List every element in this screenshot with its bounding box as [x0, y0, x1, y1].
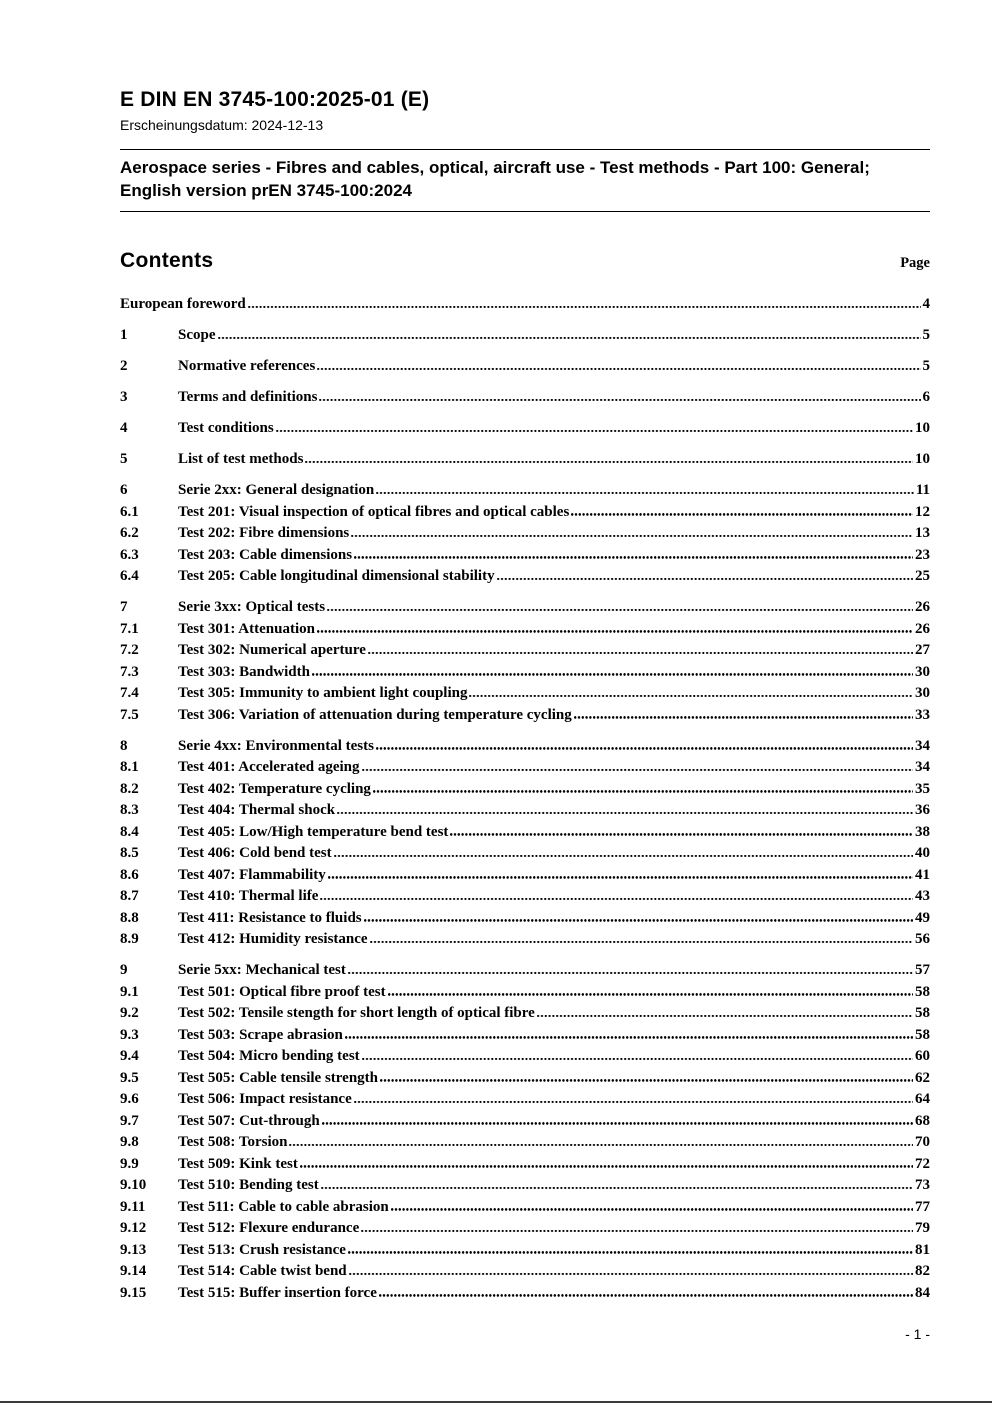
- toc-entry-page: 64: [915, 1091, 930, 1108]
- toc-group: [120, 418, 930, 440]
- toc-dot-leader: [364, 919, 913, 922]
- toc-entry-title: European foreword: [120, 296, 246, 313]
- toc-row: [120, 418, 930, 440]
- page-column-label: Page: [900, 255, 930, 272]
- toc-entry-number: 9: [120, 962, 128, 979]
- toc-entry-number: 9.5: [120, 1069, 139, 1086]
- toc-entry-number: 6.3: [120, 546, 139, 563]
- toc-row: [120, 545, 930, 567]
- toc-entry-number: 8.9: [120, 931, 139, 948]
- toc-dot-leader: [361, 1230, 913, 1233]
- toc-entry-page: 70: [915, 1134, 930, 1151]
- toc-entry-page: 40: [915, 845, 930, 862]
- toc-entry-number: 7.3: [120, 663, 139, 680]
- toc-entry-number: 8.6: [120, 866, 139, 883]
- toc-entry-page: 72: [915, 1155, 930, 1172]
- toc-row: [120, 822, 930, 844]
- toc-entry-page: 79: [915, 1220, 930, 1237]
- toc-row: [120, 1111, 930, 1133]
- toc-entry-number: 8.7: [120, 888, 139, 905]
- page-content: [120, 88, 930, 1304]
- toc-dot-leader: [574, 716, 913, 719]
- toc-entry-page: 41: [915, 866, 930, 883]
- toc-row: [120, 619, 930, 641]
- toc-entry-number: 9.6: [120, 1091, 139, 1108]
- toc-entry-title: Test 203: Cable dimensions: [178, 546, 353, 563]
- toc-row: [120, 597, 930, 619]
- toc-entry-title: Test 412: Humidity resistance: [178, 931, 368, 948]
- toc-entry-title: Test 501: Optical fibre proof test: [178, 983, 386, 1000]
- toc-entry-page: 33: [915, 706, 930, 723]
- toc-dot-leader: [348, 1251, 913, 1254]
- toc-entry-page: 36: [915, 802, 930, 819]
- toc-entry-title: Serie 2xx: General designation: [178, 482, 375, 499]
- toc-group: [120, 294, 930, 316]
- toc-entry-page: 13: [915, 525, 930, 542]
- toc-dot-leader: [354, 556, 913, 559]
- toc-entry-title: Test 508: Torsion: [178, 1134, 288, 1151]
- toc-row: [120, 523, 930, 545]
- toc-entry-page: 49: [915, 909, 930, 926]
- toc-row: [120, 449, 930, 471]
- toc-entry-title: Scope: [178, 327, 216, 344]
- toc-row: [120, 1003, 930, 1025]
- toc-entry-page: 25: [915, 568, 930, 585]
- contents-header: [120, 249, 930, 273]
- toc-entry-number: 3: [120, 389, 128, 406]
- toc-entry-title: Test 503: Scrape abrasion: [178, 1026, 343, 1043]
- toc-dot-leader: [328, 876, 913, 879]
- toc-entry-title: Test 202: Fibre dimensions: [178, 525, 350, 542]
- toc-entry-page: 5: [922, 358, 930, 375]
- toc-row: [120, 982, 930, 1004]
- toc-entry-page: 34: [915, 759, 930, 776]
- toc-entry-number: 9.15: [120, 1284, 147, 1301]
- toc-dot-leader: [321, 1187, 913, 1190]
- toc-row: [120, 886, 930, 908]
- toc-dot-leader: [351, 535, 913, 538]
- toc-dot-leader: [388, 993, 913, 996]
- toc-dot-leader: [370, 941, 913, 944]
- toc-entry-page: 84: [915, 1284, 930, 1301]
- toc-entry-title: Test 515: Buffer insertion force: [178, 1284, 377, 1301]
- toc-entry-page: 38: [915, 823, 930, 840]
- toc-dot-leader: [334, 855, 913, 858]
- toc-entry-title: Test 504: Micro bending test: [178, 1048, 360, 1065]
- toc-entry-number: 8.8: [120, 909, 139, 926]
- toc-dot-leader: [337, 812, 913, 815]
- toc-entry-number: 8.1: [120, 759, 139, 776]
- toc-entry-number: 9.7: [120, 1112, 139, 1129]
- toc-entry-title: Test 306: Variation of attenuation during temperature cycling: [178, 706, 572, 723]
- toc-entry-page: 60: [915, 1048, 930, 1065]
- toc-entry-page: 35: [915, 780, 930, 797]
- toc-dot-leader: [373, 790, 913, 793]
- toc-row: [120, 865, 930, 887]
- toc-entry-page: 5: [922, 327, 930, 344]
- toc-entry-title: Test 511: Cable to cable abrasion: [178, 1198, 389, 1215]
- toc-dot-leader: [348, 972, 913, 975]
- toc-entry-number: 9.11: [120, 1198, 146, 1215]
- toc-row: [120, 1175, 930, 1197]
- toc-entry-number: 8: [120, 737, 128, 754]
- page-footer-number: - 1 -: [905, 1326, 930, 1342]
- toc-entry-page: 6: [922, 389, 930, 406]
- toc-dot-leader: [376, 747, 913, 750]
- toc-group: [120, 480, 930, 588]
- toc-dot-leader: [289, 1144, 913, 1147]
- toc-dot-leader: [469, 695, 913, 698]
- toc-dot-leader: [379, 1294, 913, 1297]
- toc-entry-page: 62: [915, 1069, 930, 1086]
- toc-row: [120, 1261, 930, 1283]
- toc-entry-number: 4: [120, 420, 128, 437]
- toc-entry-title: Test 514: Cable twist bend: [178, 1263, 347, 1280]
- toc-dot-leader: [320, 898, 913, 901]
- toc-entry-title: Serie 5xx: Mechanical test: [178, 962, 346, 979]
- toc-entry-page: 43: [915, 888, 930, 905]
- toc-entry-title: Test 502: Tensile stength for short length of optical fibre: [178, 1005, 535, 1022]
- toc-entry-number: 8.3: [120, 802, 139, 819]
- toc-entry-title: Test 406: Cold bend test: [178, 845, 332, 862]
- toc-entry-page: 10: [915, 420, 930, 437]
- toc-entry-number: 9.1: [120, 983, 139, 1000]
- toc-row: [120, 757, 930, 779]
- toc-group: [120, 597, 930, 726]
- toc-entry-number: 9.13: [120, 1241, 147, 1258]
- toc-row: [120, 566, 930, 588]
- contents-heading: Contents: [120, 249, 214, 273]
- toc-dot-leader: [362, 769, 914, 772]
- toc-entry-page: 57: [915, 962, 930, 979]
- toc-row: [120, 325, 930, 347]
- toc-dot-leader: [319, 399, 920, 402]
- toc-entry-title: Test 404: Thermal shock: [178, 802, 336, 819]
- toc-entry-title: Test 513: Crush resistance: [178, 1241, 346, 1258]
- toc-entry-number: 7.4: [120, 685, 139, 702]
- toc-entry-number: 9.4: [120, 1048, 139, 1065]
- toc-entry-title: Test 505: Cable tensile strength: [178, 1069, 378, 1086]
- toc-entry-title: Test 401: Accelerated ageing: [178, 759, 360, 776]
- toc-group: [120, 449, 930, 471]
- toc-dot-leader: [327, 609, 913, 612]
- toc-row: [120, 779, 930, 801]
- toc-entry-page: 81: [915, 1241, 930, 1258]
- toc-row: [120, 1154, 930, 1176]
- toc-entry-page: 12: [915, 503, 930, 520]
- toc-dot-leader: [218, 337, 921, 340]
- toc-entry-page: 56: [915, 931, 930, 948]
- toc-entry-page: 68: [915, 1112, 930, 1129]
- toc-entry-number: 1: [120, 327, 128, 344]
- doc-number: E DIN EN 3745-100:2025-01 (E): [120, 88, 430, 111]
- toc-dot-leader: [345, 1036, 913, 1039]
- toc-entry-number: 9.12: [120, 1220, 147, 1237]
- toc-group: [120, 736, 930, 951]
- toc-row: [120, 683, 930, 705]
- toc-entry-number: 6.1: [120, 503, 139, 520]
- toc-dot-leader: [391, 1208, 913, 1211]
- toc-dot-leader: [248, 306, 921, 309]
- toc-entry-page: 11: [915, 482, 930, 499]
- toc-entry-title: Test 305: Immunity to ambient light coupling: [178, 685, 468, 702]
- toc-dot-leader: [497, 578, 913, 581]
- toc-entry-title: Test 303: Bandwidth: [178, 663, 310, 680]
- toc-dot-leader: [376, 492, 914, 495]
- toc-entry-number: 9.8: [120, 1134, 139, 1151]
- toc-entry-title: Test 205: Cable longitudinal dimensional stability: [178, 568, 495, 585]
- toc-entry-number: 7.2: [120, 642, 139, 659]
- toc-entry-title: Test conditions: [178, 420, 274, 437]
- toc-dot-leader: [276, 430, 913, 433]
- toc-dot-leader: [354, 1101, 913, 1104]
- toc-entry-number: 8.5: [120, 845, 139, 862]
- toc-row: [120, 387, 930, 409]
- toc-row: [120, 736, 930, 758]
- toc-entry-page: 77: [915, 1198, 930, 1215]
- toc-dot-leader: [349, 1273, 913, 1276]
- toc-entry-title: Test 411: Resistance to fluids: [178, 909, 362, 926]
- toc-entry-title: Test 507: Cut-through: [178, 1112, 320, 1129]
- toc-entry-page: 34: [915, 737, 930, 754]
- toc-entry-number: 8.4: [120, 823, 139, 840]
- toc-entry-title: Serie 4xx: Environmental tests: [178, 737, 374, 754]
- toc-row: [120, 1283, 930, 1305]
- toc: [120, 294, 930, 1304]
- toc-entry-number: 7: [120, 599, 128, 616]
- toc-entry-title: Test 201: Visual inspection of optical fibres and optical cables: [178, 503, 570, 520]
- toc-row: [120, 1068, 930, 1090]
- toc-group: [120, 960, 930, 1304]
- toc-entry-page: 4: [922, 296, 930, 313]
- toc-dot-leader: [300, 1165, 913, 1168]
- toc-row: [120, 1218, 930, 1240]
- toc-entry-page: 30: [915, 685, 930, 702]
- toc-dot-leader: [317, 368, 920, 371]
- toc-dot-leader: [305, 461, 913, 464]
- toc-entry-number: 7.1: [120, 620, 139, 637]
- toc-dot-leader: [362, 1058, 913, 1061]
- toc-row: [120, 1132, 930, 1154]
- toc-row: [120, 294, 930, 316]
- toc-group: [120, 387, 930, 409]
- toc-entry-number: 9.10: [120, 1177, 147, 1194]
- toc-entry-number: 9.14: [120, 1263, 147, 1280]
- toc-row: [120, 480, 930, 502]
- toc-entry-title: List of test methods: [178, 451, 304, 468]
- toc-row: [120, 960, 930, 982]
- toc-entry-page: 10: [915, 451, 930, 468]
- toc-entry-title: Test 405: Low/High temperature bend test: [178, 823, 449, 840]
- toc-entry-page: 73: [915, 1177, 930, 1194]
- toc-entry-number: 8.2: [120, 780, 139, 797]
- toc-entry-page: 58: [915, 983, 930, 1000]
- toc-row: [120, 705, 930, 727]
- toc-entry-title: Terms and definitions: [178, 389, 318, 406]
- toc-entry-number: 6.2: [120, 525, 139, 542]
- toc-entry-title: Test 301: Attenuation: [178, 620, 315, 637]
- toc-entry-page: 58: [915, 1005, 930, 1022]
- toc-row: [120, 800, 930, 822]
- toc-entry-page: 58: [915, 1026, 930, 1043]
- toc-entry-page: 23: [915, 546, 930, 563]
- document-title: Aerospace series - Fibres and cables, optical, aircraft use - Test methods - Part 100: General; English version prEN 3745-100:2024: [120, 149, 930, 212]
- toc-dot-leader: [571, 513, 913, 516]
- toc-row: [120, 1025, 930, 1047]
- toc-entry-title: Test 510: Bending test: [178, 1177, 319, 1194]
- toc-entry-number: 5: [120, 451, 128, 468]
- toc-entry-title: Normative references: [178, 358, 316, 375]
- toc-group: [120, 356, 930, 378]
- toc-entry-title: Test 407: Flammability: [178, 866, 326, 883]
- toc-entry-page: 27: [915, 642, 930, 659]
- toc-row: [120, 929, 930, 951]
- toc-dot-leader: [450, 833, 913, 836]
- toc-group: [120, 325, 930, 347]
- toc-row: [120, 640, 930, 662]
- toc-entry-title: Test 509: Kink test: [178, 1155, 298, 1172]
- toc-row: [120, 1240, 930, 1262]
- toc-entry-number: 9.2: [120, 1005, 139, 1022]
- toc-entry-page: 26: [915, 620, 930, 637]
- toc-row: [120, 502, 930, 524]
- toc-entry-number: 9.9: [120, 1155, 139, 1172]
- toc-entry-page: 26: [915, 599, 930, 616]
- toc-entry-title: Test 302: Numerical aperture: [178, 642, 366, 659]
- toc-row: [120, 908, 930, 930]
- toc-row: [120, 356, 930, 378]
- toc-entry-number: 6: [120, 482, 128, 499]
- toc-entry-number: 7.5: [120, 706, 139, 723]
- toc-dot-leader: [368, 652, 913, 655]
- toc-row: [120, 662, 930, 684]
- toc-entry-title: Test 512: Flexure endurance: [178, 1220, 360, 1237]
- publication-date: Erscheinungsdatum: 2024-12-13: [120, 117, 324, 134]
- toc-entry-number: 9.3: [120, 1026, 139, 1043]
- toc-entry-title: Test 506: Impact resistance: [178, 1091, 352, 1108]
- toc-row: [120, 1089, 930, 1111]
- toc-row: [120, 1197, 930, 1219]
- toc-dot-leader: [317, 630, 913, 633]
- toc-dot-leader: [380, 1079, 913, 1082]
- toc-dot-leader: [537, 1015, 913, 1018]
- toc-row: [120, 1046, 930, 1068]
- toc-dot-leader: [312, 673, 913, 676]
- toc-entry-title: Test 410: Thermal life: [178, 888, 319, 905]
- toc-entry-title: Serie 3xx: Optical tests: [178, 599, 326, 616]
- toc-dot-leader: [322, 1122, 913, 1125]
- toc-entry-page: 82: [915, 1263, 930, 1280]
- toc-entry-number: 2: [120, 358, 128, 375]
- toc-entry-title: Test 402: Temperature cycling: [178, 780, 371, 797]
- toc-row: [120, 843, 930, 865]
- toc-entry-number: 6.4: [120, 568, 139, 585]
- toc-entry-page: 30: [915, 663, 930, 680]
